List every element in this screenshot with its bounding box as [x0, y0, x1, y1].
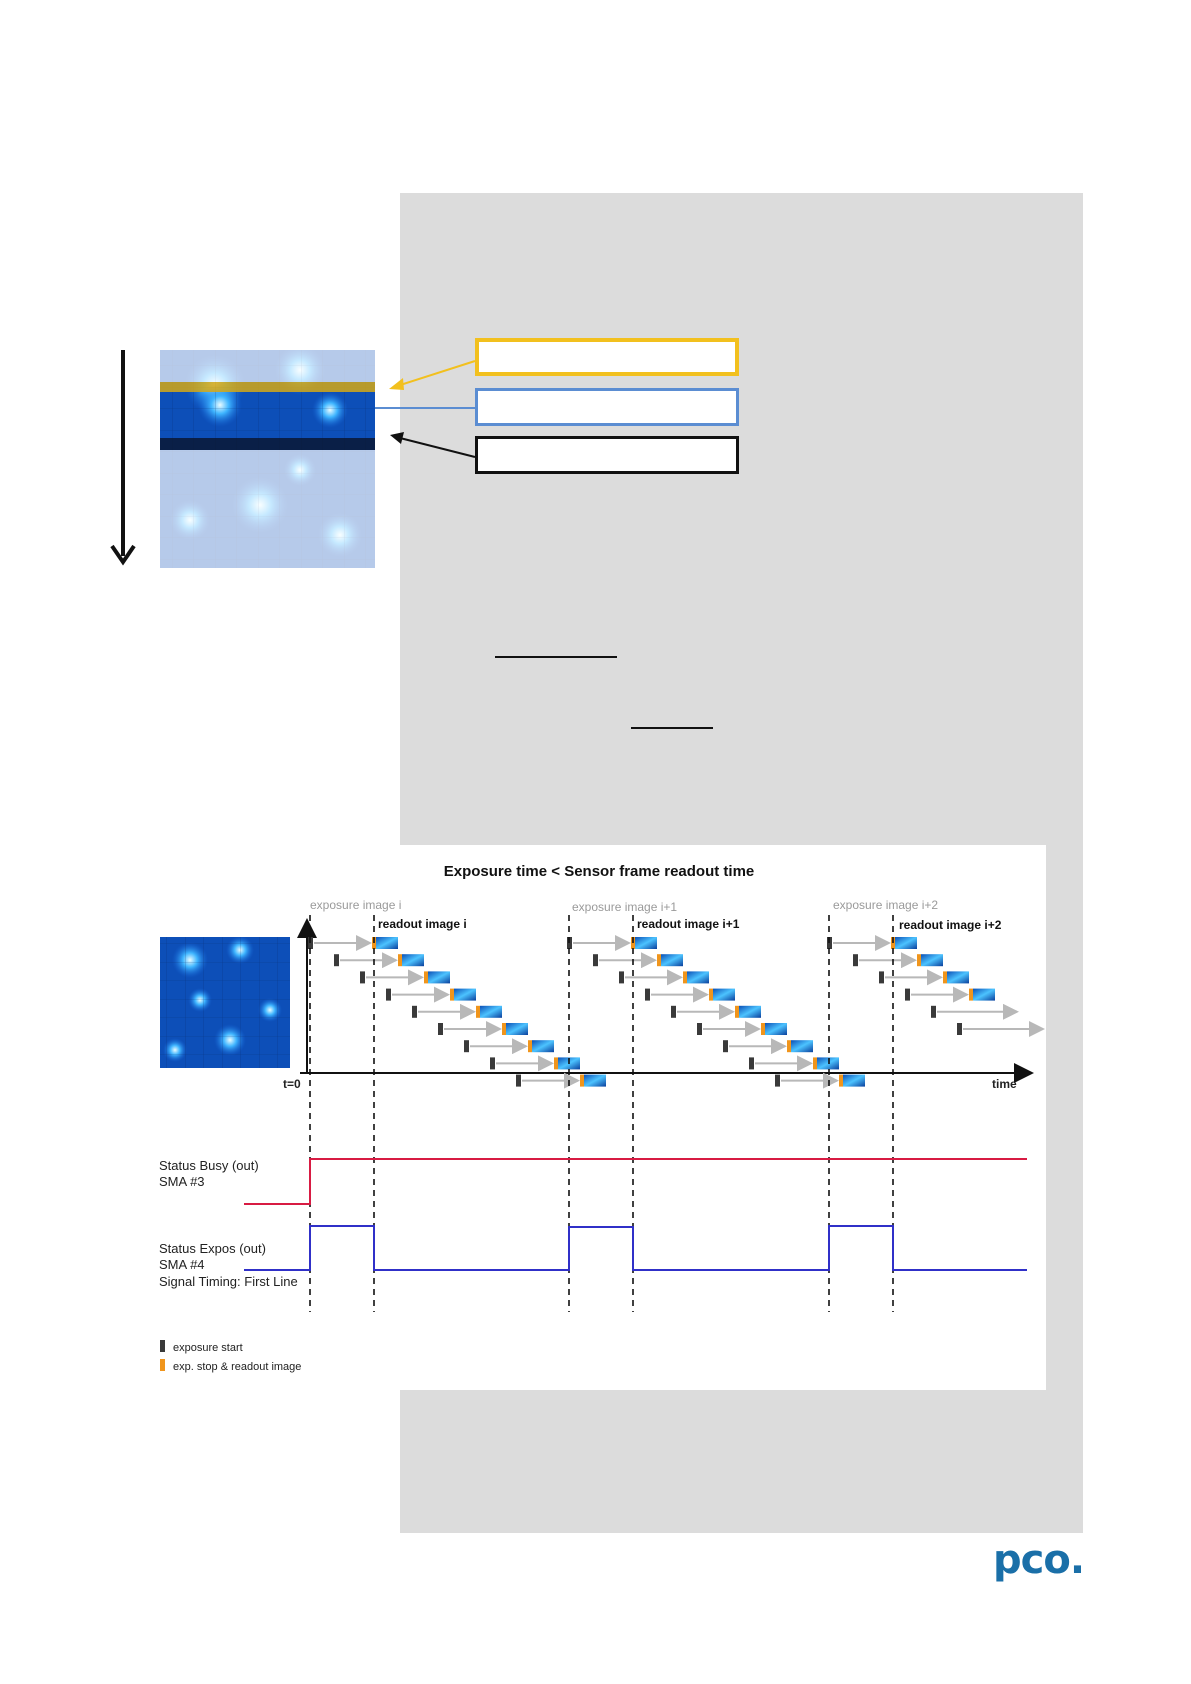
- exposure-start-mark: [412, 1006, 417, 1018]
- exposure-start-mark: [516, 1075, 521, 1087]
- axis-time-label: time: [992, 1077, 1017, 1091]
- exp-stop-mark: [917, 954, 921, 966]
- readout-tile: [765, 1023, 787, 1035]
- timing-dashed-lines: [310, 915, 893, 1312]
- busy-signal-name: Status Busy (out): [159, 1158, 259, 1173]
- exposure-label-i2: exposure image i+2: [833, 898, 939, 912]
- exp-stop-mark: [683, 971, 687, 983]
- exposure-start-mark: [334, 954, 339, 966]
- exposure-start-mark: [360, 971, 365, 983]
- exposure-label-i: exposure image i: [310, 898, 402, 912]
- readout-tile: [376, 937, 398, 949]
- exposure-start-mark: [386, 989, 391, 1001]
- legend-exp-stop-label: exp. stop & readout image: [173, 1361, 302, 1373]
- exp-stop-mark: [528, 1040, 532, 1052]
- legend-exposure-start-swatch: [160, 1340, 165, 1352]
- legend-exp-stop-swatch: [160, 1359, 165, 1371]
- readout-tile: [947, 971, 969, 983]
- readout-tile: [843, 1075, 865, 1087]
- exposure-start-mark: [931, 1006, 936, 1018]
- rolling-rows: [308, 937, 1043, 1087]
- axis-origin-label: t=0: [283, 1077, 301, 1091]
- readout-tile: [973, 989, 995, 1001]
- exp-stop-mark: [839, 1075, 843, 1087]
- readout-tile: [739, 1006, 761, 1018]
- exposure-start-mark: [957, 1023, 962, 1035]
- exposure-start-mark: [438, 1023, 443, 1035]
- exp-stop-mark: [450, 989, 454, 1001]
- busy-signal-line: [244, 1159, 1027, 1204]
- exposure-start-mark: [905, 989, 910, 1001]
- readout-tile: [791, 1040, 813, 1052]
- readout-tile: [532, 1040, 554, 1052]
- exposure-start-mark: [593, 954, 598, 966]
- exp-stop-mark: [554, 1057, 558, 1069]
- exposure-start-mark: [853, 954, 858, 966]
- exp-stop-mark: [476, 1006, 480, 1018]
- readout-tile: [428, 971, 450, 983]
- readout-tile: [895, 937, 917, 949]
- exposure-start-mark: [645, 989, 650, 1001]
- readout-tile: [635, 937, 657, 949]
- exposure-start-mark: [671, 1006, 676, 1018]
- sensor-thumbnail: [160, 936, 290, 1068]
- readout-tile: [402, 954, 424, 966]
- exposure-start-mark: [723, 1040, 728, 1052]
- exposure-label-i1: exposure image i+1: [572, 900, 678, 914]
- legend-exposure-start-label: exposure start: [173, 1342, 243, 1354]
- expos-signal-connector: SMA #4: [159, 1257, 205, 1272]
- exposure-start-mark: [490, 1057, 495, 1069]
- exp-stop-mark: [398, 954, 402, 966]
- readout-label-i: readout image i: [378, 917, 467, 931]
- readout-tile: [713, 989, 735, 1001]
- exp-stop-mark: [813, 1057, 817, 1069]
- readout-tile: [584, 1075, 606, 1087]
- readout-tile: [480, 1006, 502, 1018]
- exposure-start-mark: [697, 1023, 702, 1035]
- readout-label-i1: readout image i+1: [637, 917, 740, 931]
- exp-stop-mark: [709, 989, 713, 1001]
- exp-stop-mark: [969, 989, 973, 1001]
- exp-stop-mark: [735, 1006, 739, 1018]
- readout-tile: [817, 1057, 839, 1069]
- exp-stop-mark: [787, 1040, 791, 1052]
- exp-stop-mark: [424, 971, 428, 983]
- readout-tile: [661, 954, 683, 966]
- exposure-start-mark: [619, 971, 624, 983]
- pco-logo: pco.: [993, 1537, 1085, 1583]
- exposure-start-mark: [464, 1040, 469, 1052]
- diagram-title: Exposure time < Sensor frame readout time: [443, 863, 755, 880]
- readout-tile: [687, 971, 709, 983]
- readout-label-i2: readout image i+2: [899, 918, 1002, 932]
- exp-stop-mark: [502, 1023, 506, 1035]
- exp-stop-mark: [761, 1023, 765, 1035]
- expos-signal-name: Status Expos (out): [159, 1241, 266, 1256]
- exp-stop-mark: [943, 971, 947, 983]
- exposure-start-mark: [775, 1075, 780, 1087]
- exp-stop-mark: [580, 1075, 584, 1087]
- expos-signal-timing: Signal Timing: First Line: [159, 1274, 298, 1289]
- exposure-start-mark: [879, 971, 884, 983]
- busy-signal-connector: SMA #3: [159, 1174, 205, 1189]
- readout-tile: [454, 989, 476, 1001]
- exposure-start-mark: [749, 1057, 754, 1069]
- readout-tile: [921, 954, 943, 966]
- expos-signal-line: [244, 1226, 1027, 1270]
- readout-tile: [506, 1023, 528, 1035]
- exp-stop-mark: [657, 954, 661, 966]
